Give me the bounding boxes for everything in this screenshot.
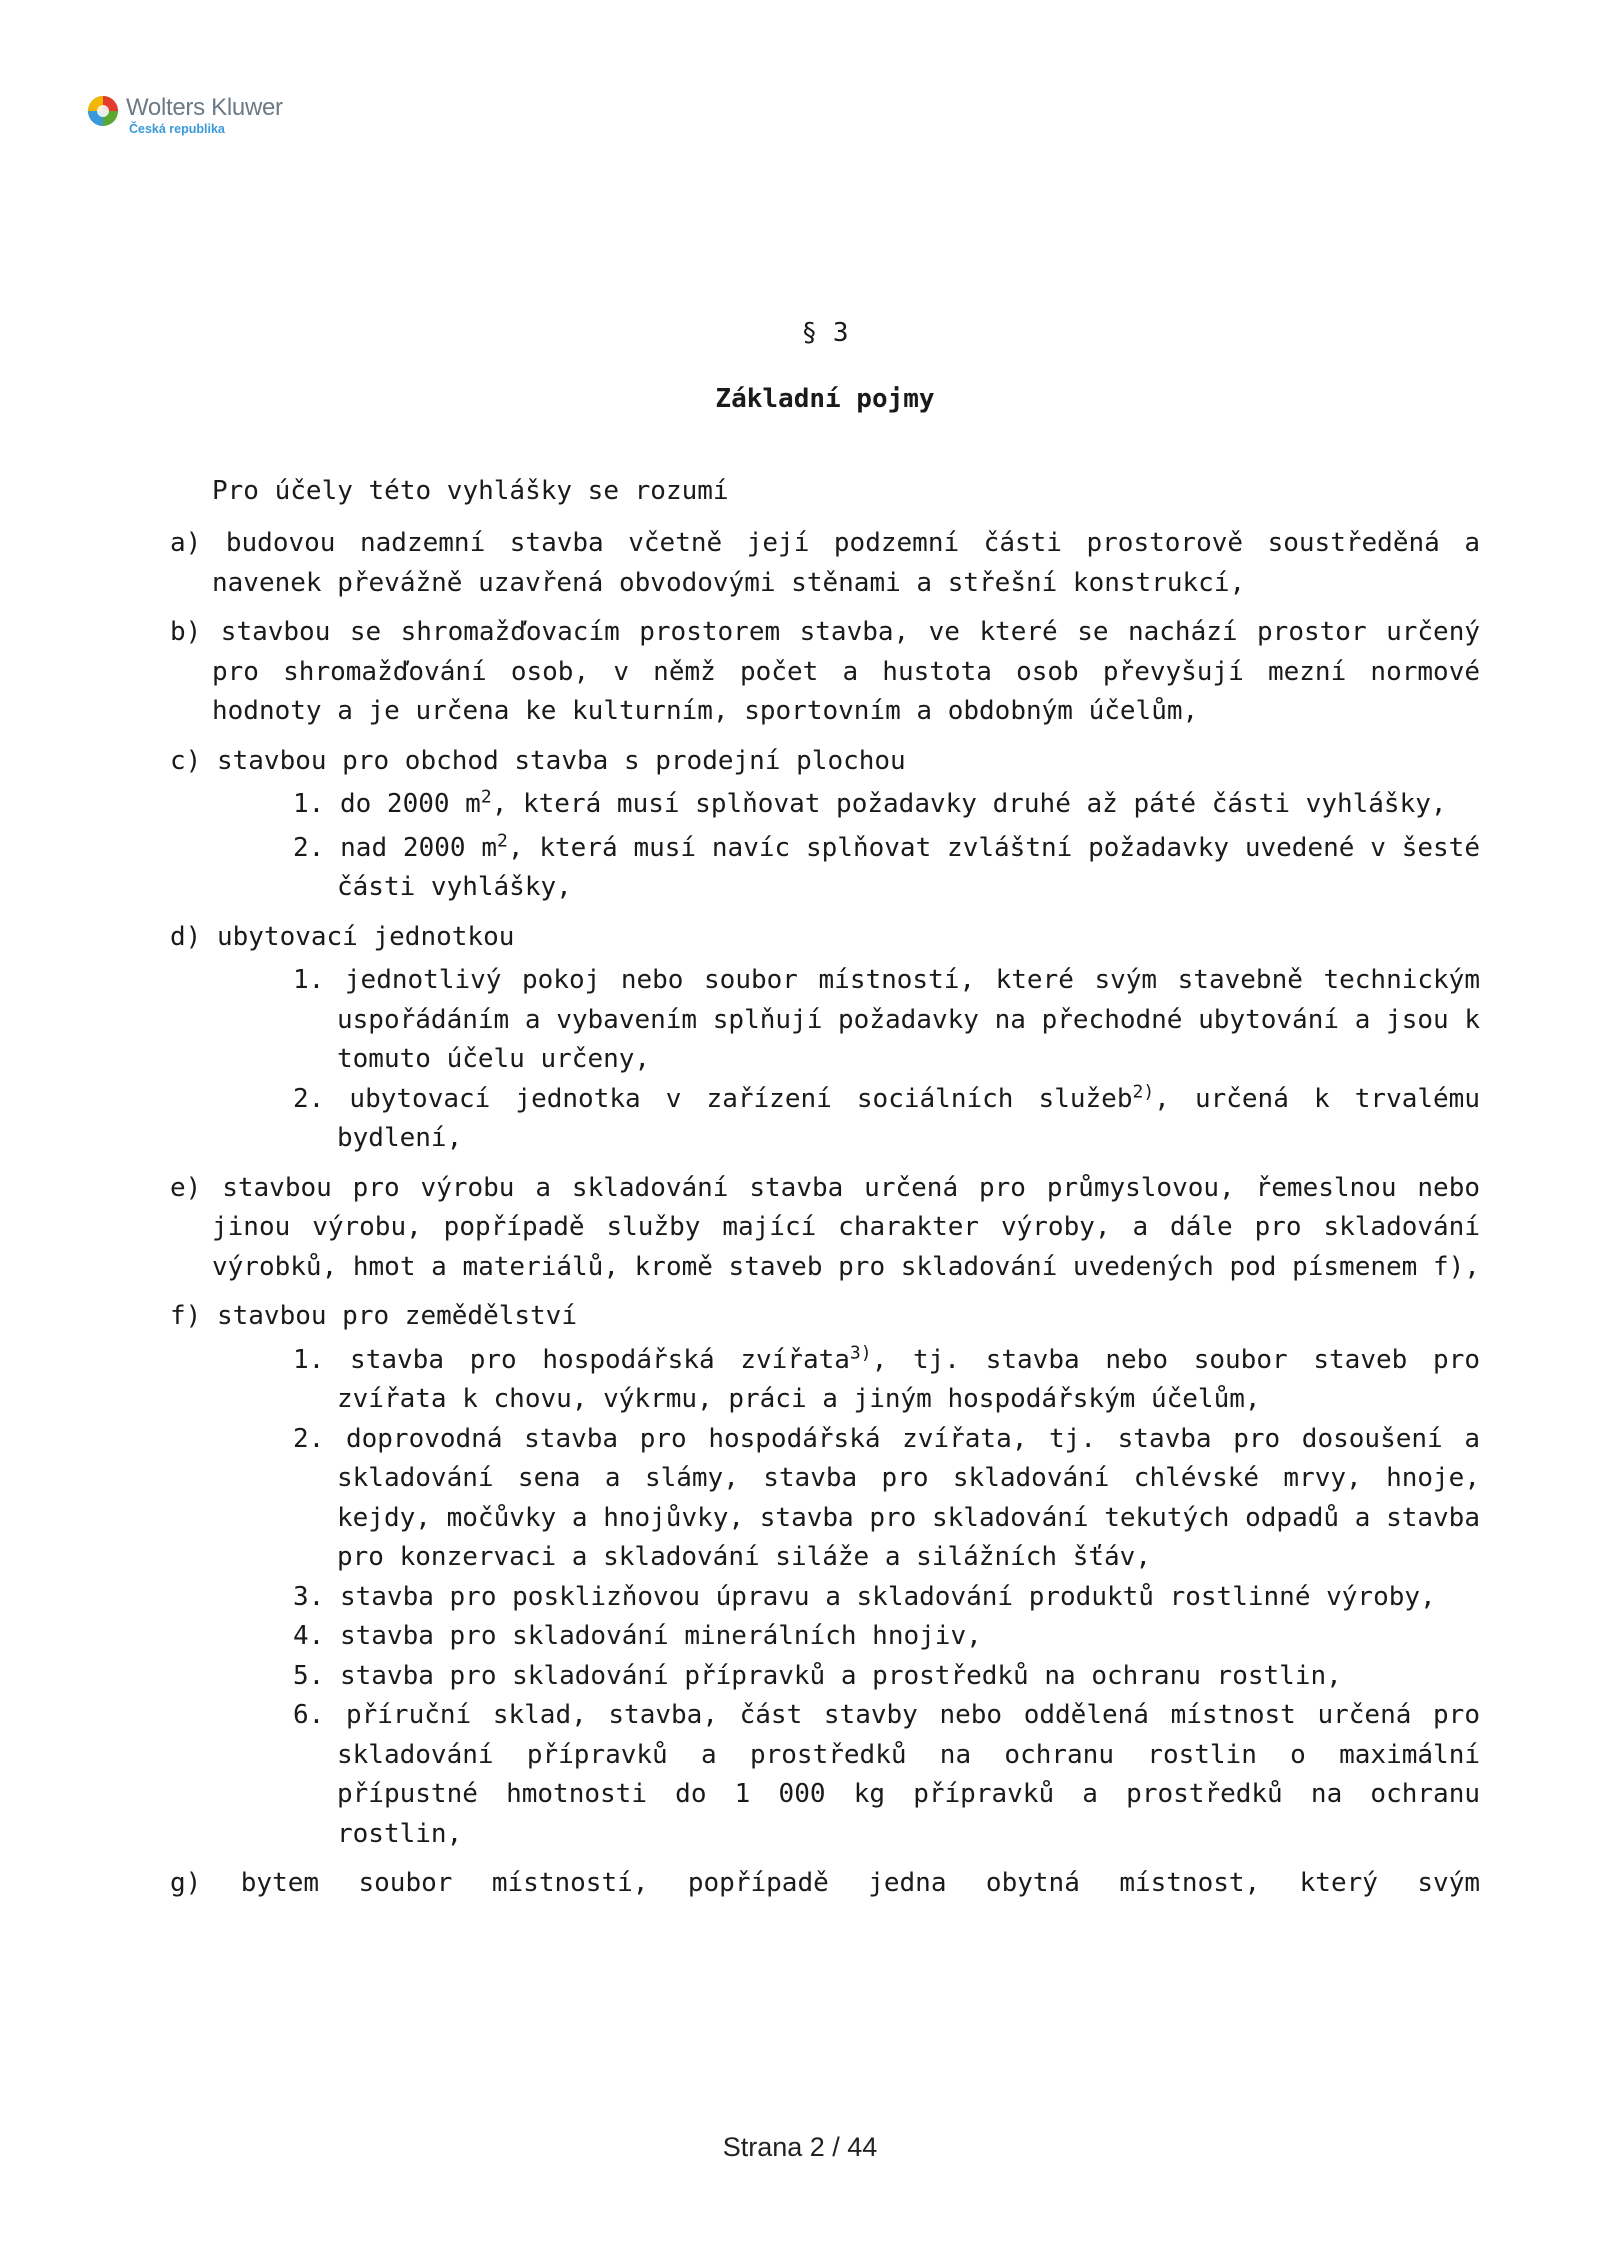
- item-c: c) stavbou pro obchod stavba s prodejní plochou: [170, 745, 906, 776]
- definitions-list: [170, 524, 1480, 1914]
- item-e: e) stavbou pro výrobu a skladování stavba určená pro průmyslovou, řemeslnou nebo jinou výrobu, popřípadě služby mající charakter výroby, a dále pro skladování výrobků, hmot a materiálů, kromě staveb pro skladování uvedených pod písmenem f),: [170, 1172, 1480, 1282]
- section-mark: § 3: [801, 318, 849, 348]
- item-c-sublist: [170, 785, 1480, 908]
- page-number: Strana 2 / 44: [722, 2132, 878, 2162]
- item-d: d) ubytovací jednotkou: [170, 921, 515, 952]
- item-f: f) stavbou pro zemědělství: [170, 1301, 577, 1331]
- item-f3: 3. stavba pro posklizňovou úpravu a skladování produktů rostlinné výroby,: [293, 1581, 1436, 1612]
- item-f2: 2. doprovodná stavba pro hospodářská zvířata, tj. stavba pro dosoušení a skladování sena a slámy, stavba pro skladování chlévské mrvy, hnoje, kejdy, močůvky a hnojůvky, stavba pro skladování tekutých odpadů a stavba pro konzervaci a skladování siláže a silážních šťáv,: [293, 1423, 1480, 1572]
- item-d-sublist: [170, 961, 1480, 1159]
- item-f4: 4. stavba pro skladování minerálních hnojiv,: [293, 1621, 982, 1651]
- item-d1: 1. jednotlivý pokoj nebo soubor místností, které svým stavebně technickým uspořádáním a vybavením splňují požadavky na přechodné ubytování a jsou k tomuto účelu určeny,: [293, 965, 1480, 1074]
- item-f1: 1. stavba pro hospodářská zvířata$^{3)}$, tj. stavba nebo soubor staveb pro zvířata k chovu, výkrmu, práci a jiným hospodářským účelům,: [293, 1341, 1481, 1414]
- item-b: b) stavbou se shromažďovacím prostorem stavba, ve které se nachází prostor určený pro shromažďování osob, v němž počet a hustota osob převyšují mezní normové hodnoty a je určena ke kulturním, sportovním a obdobným účelům,: [170, 617, 1480, 726]
- item-f-sublist: [170, 1341, 1480, 1855]
- item-c1: 1. do 2000 $m^2$, která musí splňovat požadavky druhé až páté části vyhlášky,: [293, 786, 1447, 819]
- item-c2: 2. nad 2000 $m^2$, která musí navíc splňovat zvláštní požadavky uvedené v šesté části vyhlášky,: [293, 829, 1480, 902]
- item-f6: 6. příruční sklad, stavba, část stavby nebo oddělená místnost určená pro skladování přípravků a prostředků na ochranu rostlin o maximální přípustné hmotnosti do 1 000 kg přípravků a prostředků na ochranu rostlin,: [293, 1700, 1480, 1849]
- publisher-logo: [86, 92, 316, 142]
- item-d2: 2. ubytovací jednotka v zařízení sociálních služeb$^{2)}$, určená k trvalému bydlení,: [293, 1080, 1480, 1153]
- logo-name: Wolters Kluwer: [126, 94, 283, 121]
- item-g: g) bytem soubor místností, popřípadě jedna obytná místnost, který svým: [170, 1868, 1480, 1898]
- intro-text: Pro účely této vyhlášky se rozumí: [212, 476, 729, 506]
- logo-subtitle: Česká republika: [129, 122, 225, 136]
- item-a: a) budovou nadzemní stavba včetně její podzemní části prostorově soustředěná a navenek převážně uzavřená obvodovými stěnami a střešní konstrukcí,: [170, 528, 1480, 598]
- section-heading: Základní pojmy: [715, 384, 935, 414]
- item-f5: 5. stavba pro skladování přípravků a prostředků na ochranu rostlin,: [293, 1660, 1342, 1691]
- wolters-kluwer-globe-icon: [86, 94, 120, 128]
